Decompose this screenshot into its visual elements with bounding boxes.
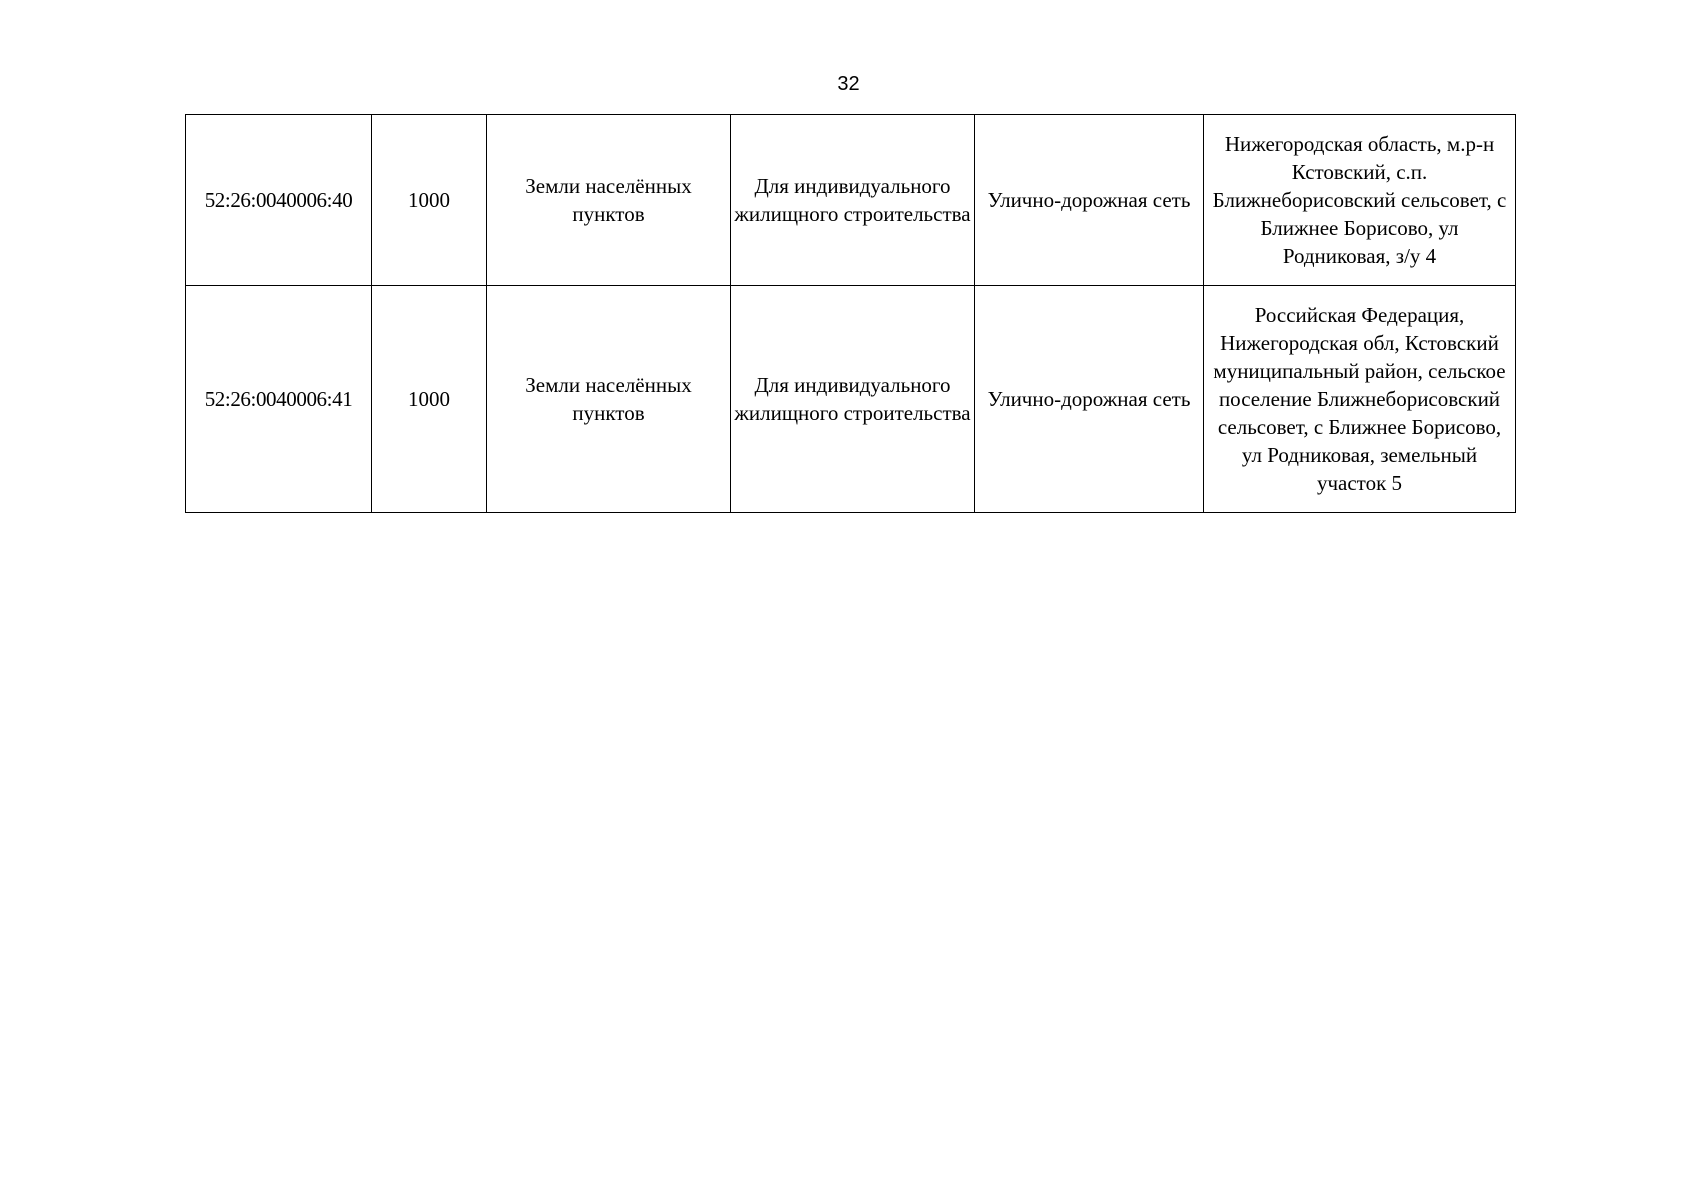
permitted-use-cell: Для индивидуального жилищного строительства: [731, 115, 975, 286]
address-cell: Российская Федерация, Нижегородская обл, Кстовский муниципальный район, сельское поселение Ближнеборисовский сельсовет, с Ближнее Борисово, ул Родниковая, земельный участок 5: [1204, 286, 1516, 513]
zone-cell: Улично-дорожная сеть: [975, 115, 1204, 286]
permitted-use-cell: Для индивидуального жилищного строительства: [731, 286, 975, 513]
cadastral-number-cell: 52:26:0040006:40: [186, 115, 372, 286]
area-cell: 1000: [372, 115, 487, 286]
area-cell: 1000: [372, 286, 487, 513]
land-category-cell: Земли населённых пунктов: [487, 115, 731, 286]
table-row: [186, 115, 1516, 286]
table-row: [186, 286, 1516, 513]
page-number: 32: [837, 73, 860, 95]
land-parcels-table: [185, 114, 1516, 513]
cadastral-number-cell: 52:26:0040006:41: [186, 286, 372, 513]
land-category-cell: Земли населённых пунктов: [487, 286, 731, 513]
zone-cell: Улично-дорожная сеть: [975, 286, 1204, 513]
address-cell: Нижегородская область, м.р-н Кстовский, с.п. Ближнеборисовский сельсовет, с Ближнее Борисово, ул Родниковая, з/у 4: [1204, 115, 1516, 286]
